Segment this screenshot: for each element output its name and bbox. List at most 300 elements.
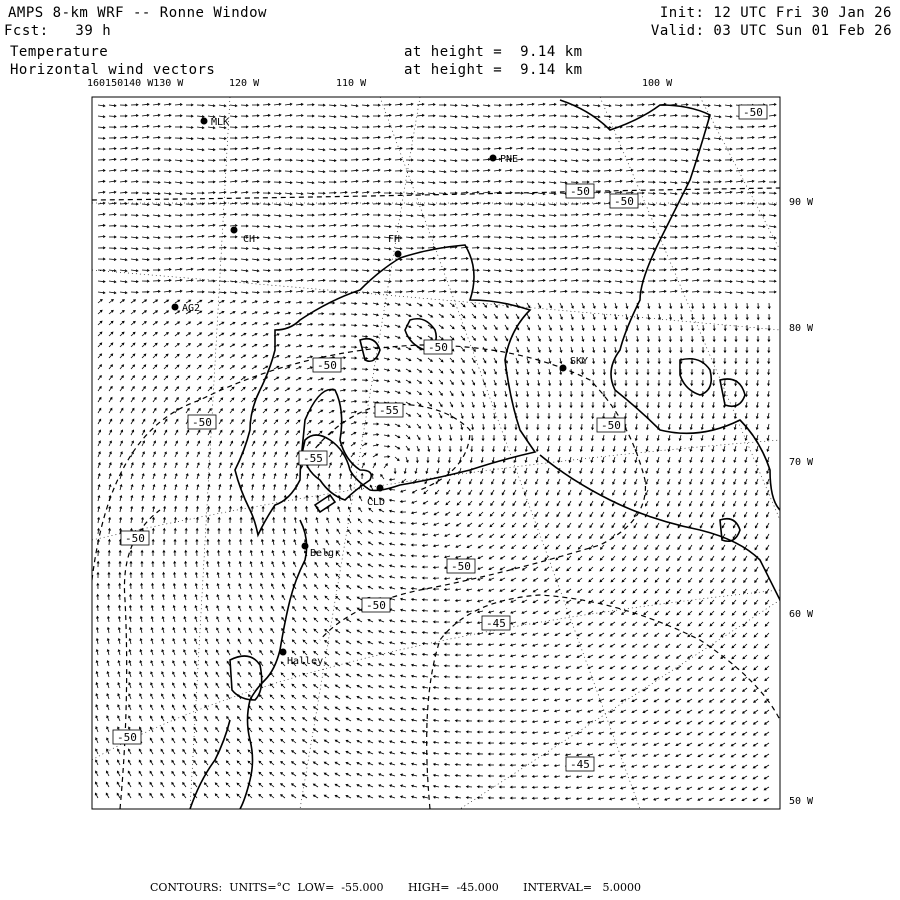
wind-vector — [395, 280, 402, 282]
wind-vector — [318, 214, 325, 216]
wind-vector — [522, 710, 527, 712]
wind-vector — [292, 751, 296, 754]
wind-vector — [765, 666, 769, 670]
wind-vector — [336, 596, 340, 600]
wind-vector — [560, 115, 567, 117]
wind-vector — [720, 776, 725, 779]
wind-vector — [648, 226, 655, 228]
wind-vector — [142, 258, 149, 260]
wind-vector — [698, 754, 703, 757]
wind-vector — [423, 686, 428, 688]
wind-vector — [428, 402, 432, 406]
wind-vector — [614, 402, 616, 408]
wind-vector — [736, 202, 743, 204]
wind-vector — [765, 622, 769, 626]
wind-vector — [659, 215, 666, 217]
wind-vector — [131, 248, 138, 250]
wind-vector — [379, 730, 384, 732]
wind-vector — [307, 323, 312, 325]
wind-vector — [362, 453, 366, 457]
wind-vector — [219, 398, 223, 402]
wind-vector — [665, 710, 670, 713]
wind-vector — [357, 740, 362, 743]
wind-vector — [687, 710, 692, 713]
wind-vector — [230, 115, 237, 117]
wind-vector — [643, 743, 648, 746]
wind-vector — [724, 336, 726, 342]
wind-vector — [713, 325, 715, 331]
wind-vector — [239, 584, 241, 589]
wind-vector — [296, 410, 300, 413]
wind-vector — [714, 202, 721, 204]
wind-vector — [307, 290, 314, 292]
wind-vector — [208, 224, 215, 226]
wind-vector — [219, 366, 223, 370]
wind-vector — [281, 784, 285, 787]
wind-vector — [725, 170, 732, 172]
wind-vector — [340, 302, 346, 304]
wind-vector — [549, 268, 556, 270]
wind-vector — [119, 584, 121, 590]
wind-vector — [129, 705, 131, 710]
wind-vector — [294, 551, 296, 556]
wind-vector — [467, 654, 473, 656]
wind-vector — [285, 159, 292, 161]
wind-vector — [109, 485, 111, 490]
wind-vector — [560, 149, 567, 151]
wind-vector — [238, 673, 241, 678]
wind-vector — [390, 796, 395, 798]
wind-vector — [626, 303, 628, 308]
wind-vector — [284, 507, 286, 513]
wind-vector — [522, 688, 527, 690]
wind-vector — [549, 247, 556, 249]
wind-vector — [720, 798, 725, 801]
wind-vector — [732, 644, 736, 648]
wind-vector — [373, 225, 380, 227]
wind-vector — [448, 457, 450, 462]
wind-vector — [185, 562, 187, 568]
wind-vector — [260, 639, 263, 644]
wind-vector — [769, 103, 776, 105]
wind-vector — [260, 606, 263, 611]
wind-vector — [472, 258, 479, 260]
wind-vector — [633, 633, 637, 636]
wind-vector — [98, 180, 105, 182]
wind-vector — [251, 496, 253, 502]
wind-vector — [379, 642, 384, 644]
wind-vector — [579, 490, 582, 495]
wind-vector — [456, 643, 462, 645]
wind-vector — [681, 203, 688, 205]
wind-vector — [744, 589, 747, 593]
wind-vector — [678, 545, 681, 550]
wind-vector — [373, 169, 380, 171]
wind-vector — [702, 303, 704, 308]
wind-vector — [744, 512, 747, 517]
wind-vector — [698, 699, 703, 702]
wind-vector — [588, 688, 593, 691]
wind-vector — [379, 675, 384, 677]
wind-vector — [721, 611, 725, 615]
wind-vector — [227, 683, 230, 688]
wind-vector — [434, 774, 439, 776]
wind-vector — [119, 595, 121, 601]
wind-vector — [428, 279, 435, 281]
wind-vector — [621, 743, 626, 745]
wind-vector — [676, 699, 681, 702]
wind-vector — [676, 754, 681, 757]
wind-vector — [560, 358, 562, 363]
wind-vector — [668, 457, 670, 462]
wind-vector — [274, 269, 281, 271]
wind-vector — [648, 192, 655, 194]
wind-vector — [362, 443, 367, 446]
wind-vector — [538, 226, 545, 228]
wind-vector — [722, 545, 725, 550]
wind-vector — [172, 738, 175, 743]
wind-vector — [711, 512, 714, 517]
wind-vector — [570, 380, 572, 386]
wind-vector — [241, 247, 248, 249]
wind-vector — [710, 688, 714, 691]
wind-vector — [533, 688, 538, 690]
wind-vector — [153, 237, 160, 239]
wind-vector — [604, 347, 606, 352]
wind-vector — [129, 650, 131, 655]
wind-vector — [601, 534, 604, 538]
wind-vector — [511, 742, 517, 744]
wind-vector — [569, 479, 572, 484]
wind-vector — [538, 204, 545, 206]
wind-vector — [765, 732, 770, 735]
wind-vector — [140, 650, 142, 655]
wind-vector — [557, 501, 560, 506]
contour-label — [482, 616, 510, 630]
wind-vector — [186, 290, 193, 292]
wind-vector — [183, 783, 186, 787]
wind-vector — [318, 302, 324, 304]
wind-vector — [239, 551, 241, 556]
wind-vector — [700, 545, 703, 550]
wind-vector — [461, 303, 465, 307]
wind-vector — [296, 452, 299, 457]
wind-vector — [644, 600, 648, 604]
wind-vector — [648, 325, 650, 330]
wind-vector — [379, 565, 384, 568]
wind-vector — [700, 534, 703, 539]
wind-vector — [98, 300, 102, 304]
wind-vector — [186, 452, 189, 457]
wind-vector — [307, 126, 314, 128]
wind-vector — [307, 160, 314, 162]
wind-vector — [230, 105, 237, 107]
wind-vector — [401, 533, 407, 535]
wind-vector — [274, 377, 279, 380]
wind-vector — [613, 446, 615, 451]
wind-vector — [666, 611, 670, 615]
wind-vector — [439, 149, 446, 151]
wind-vector — [659, 269, 666, 271]
wind-vector — [522, 677, 527, 679]
wind-vector — [195, 584, 197, 589]
wind-vector — [511, 578, 516, 581]
wind-vector — [197, 192, 204, 194]
wind-vector — [555, 765, 560, 767]
wind-vector — [153, 269, 160, 271]
wind-vector — [106, 782, 109, 787]
wind-vector — [548, 402, 550, 408]
wind-vector — [163, 573, 165, 579]
wind-vector — [439, 413, 442, 418]
wind-vector — [131, 300, 135, 303]
station-belgr-label: Belgr — [310, 548, 341, 559]
wind-vector — [129, 606, 131, 611]
wind-vector — [555, 699, 560, 701]
wind-vector — [417, 225, 424, 227]
wind-vector — [746, 369, 748, 375]
wind-vector — [263, 474, 265, 479]
wind-vector — [599, 699, 604, 702]
wind-vector — [689, 534, 692, 539]
wind-vector — [560, 314, 562, 319]
wind-vector — [263, 366, 268, 369]
wind-vector — [215, 772, 219, 776]
wind-vector — [252, 323, 257, 326]
wind-vector — [285, 323, 290, 325]
wind-vector — [511, 677, 516, 679]
wind-vector — [571, 171, 578, 173]
wind-vector — [252, 485, 254, 490]
wind-vector — [230, 430, 233, 435]
wind-vector — [406, 280, 413, 282]
wind-vector — [579, 523, 582, 528]
wind-vector — [119, 518, 121, 523]
wind-vector — [714, 138, 721, 140]
wind-vector — [184, 606, 186, 611]
wind-vector — [241, 281, 248, 283]
wind-vector — [401, 522, 407, 524]
wind-vector — [406, 303, 411, 306]
wind-vector — [604, 169, 611, 171]
wind-vector — [612, 512, 615, 517]
wind-vector — [656, 512, 659, 517]
wind-vector — [296, 463, 298, 468]
wind-vector — [634, 534, 637, 539]
wind-vector — [351, 443, 355, 446]
wind-vector — [207, 540, 209, 546]
wind-vector — [384, 181, 391, 183]
wind-vector — [184, 639, 186, 644]
wind-vector — [150, 760, 153, 765]
wind-vector — [725, 213, 732, 215]
wind-vector — [240, 540, 242, 546]
wind-vector — [263, 269, 270, 271]
wind-vector — [346, 784, 351, 787]
wind-vector — [293, 629, 297, 633]
wind-vector — [120, 354, 124, 358]
wind-vector — [227, 628, 230, 633]
wind-vector — [164, 376, 168, 380]
wind-vector — [423, 599, 429, 601]
wind-vector — [655, 633, 659, 636]
wind-vector — [701, 468, 703, 473]
wind-vector — [357, 619, 362, 622]
wind-vector — [571, 138, 578, 140]
wind-vector — [434, 523, 439, 525]
wind-vector — [604, 105, 611, 107]
wind-vector — [755, 600, 759, 604]
wind-vector — [259, 761, 263, 765]
wind-vector — [505, 291, 512, 293]
wind-vector — [667, 512, 670, 517]
wind-vector — [175, 137, 182, 139]
wind-vector — [471, 446, 473, 452]
wind-vector — [318, 345, 323, 347]
wind-vector — [577, 787, 582, 789]
wind-vector — [285, 388, 290, 391]
wind-vector — [434, 697, 439, 699]
wind-vector — [743, 622, 747, 626]
wind-vector — [118, 606, 120, 612]
wind-vector — [505, 104, 512, 106]
wind-vector — [120, 236, 127, 238]
wind-vector — [118, 694, 120, 699]
wind-vector — [173, 584, 175, 589]
wind-vector — [659, 170, 666, 172]
wind-vector — [318, 399, 323, 402]
wind-vector — [120, 203, 127, 205]
wind-vector — [602, 435, 604, 440]
wind-vector — [153, 496, 155, 501]
wind-vector — [556, 534, 560, 538]
wind-vector — [578, 556, 582, 560]
wind-vector — [712, 402, 714, 407]
wind-vector — [478, 764, 484, 766]
wind-vector — [186, 214, 193, 216]
wind-vector — [346, 795, 351, 798]
wind-vector — [699, 677, 703, 680]
wind-vector — [336, 608, 340, 612]
wind-vector — [130, 551, 132, 557]
wind-vector — [142, 248, 149, 250]
wind-vector — [184, 617, 186, 622]
wind-vector — [601, 490, 604, 495]
wind-vector — [659, 204, 666, 206]
wind-vector — [347, 575, 351, 579]
wind-vector — [666, 655, 670, 658]
wind-vector — [249, 684, 252, 688]
wind-vector — [164, 333, 168, 337]
wind-vector — [450, 115, 457, 117]
wind-vector — [500, 556, 505, 559]
wind-vector — [241, 115, 248, 117]
wind-vector — [270, 717, 274, 721]
wind-vector — [107, 661, 109, 666]
wind-vector — [734, 457, 736, 462]
wind-vector — [688, 644, 692, 648]
wind-vector — [533, 589, 538, 592]
wind-vector — [558, 457, 560, 462]
contour-label — [299, 451, 327, 465]
wind-vector — [292, 784, 296, 787]
wind-vector — [533, 644, 538, 646]
wind-vector — [227, 639, 230, 644]
wind-vector — [478, 786, 484, 788]
wind-vector — [467, 797, 473, 799]
wind-vector — [324, 773, 329, 776]
wind-vector — [599, 798, 604, 800]
wind-vector — [314, 674, 318, 678]
wind-vector — [711, 501, 714, 506]
wind-vector — [417, 290, 424, 292]
wind-vector — [226, 794, 230, 798]
wind-vector — [263, 181, 270, 183]
wind-vector — [340, 400, 345, 402]
wind-vector — [274, 474, 276, 479]
wind-vector — [527, 391, 529, 396]
wind-vector — [417, 258, 424, 260]
wind-vector — [230, 191, 237, 193]
wind-vector — [140, 661, 142, 666]
wind-vector — [195, 595, 197, 600]
wind-vector — [724, 380, 726, 386]
station-ag2-marker — [172, 304, 179, 311]
wind-vector — [248, 761, 252, 765]
wind-vector — [676, 798, 681, 800]
wind-vector — [252, 463, 254, 468]
wind-vector — [544, 743, 549, 745]
wind-vector — [733, 556, 736, 561]
wind-vector — [217, 628, 220, 633]
wind-vector — [140, 694, 142, 699]
wind-vector — [648, 114, 655, 116]
wind-vector — [362, 247, 369, 249]
wind-vector — [98, 376, 101, 380]
wind-vector — [588, 655, 593, 658]
wind-vector — [395, 336, 400, 338]
wind-vector — [582, 104, 589, 106]
wind-vector — [692, 235, 699, 237]
wind-vector — [445, 643, 451, 645]
wind-vector — [680, 336, 682, 342]
wind-vector — [141, 562, 143, 568]
wind-vector — [362, 379, 368, 381]
wind-vector — [259, 706, 263, 710]
wind-vector — [252, 104, 259, 106]
wind-vector — [691, 347, 693, 353]
wind-vector — [140, 595, 142, 601]
wind-vector — [142, 158, 149, 160]
wind-vector — [733, 589, 737, 593]
wind-vector — [412, 609, 417, 611]
wind-vector — [658, 336, 660, 342]
wind-vector — [769, 237, 776, 239]
wind-vector — [379, 509, 384, 512]
wind-vector — [379, 686, 384, 688]
wind-vector — [172, 783, 175, 788]
wind-vector — [722, 578, 725, 582]
wind-vector — [384, 203, 391, 205]
wind-vector — [688, 611, 692, 615]
wind-vector — [401, 752, 406, 754]
wind-vector — [174, 529, 176, 535]
wind-vector — [357, 685, 362, 688]
wind-vector — [765, 677, 769, 681]
wind-vector — [538, 347, 540, 352]
wind-vector — [406, 181, 413, 183]
wind-vector — [579, 512, 582, 517]
